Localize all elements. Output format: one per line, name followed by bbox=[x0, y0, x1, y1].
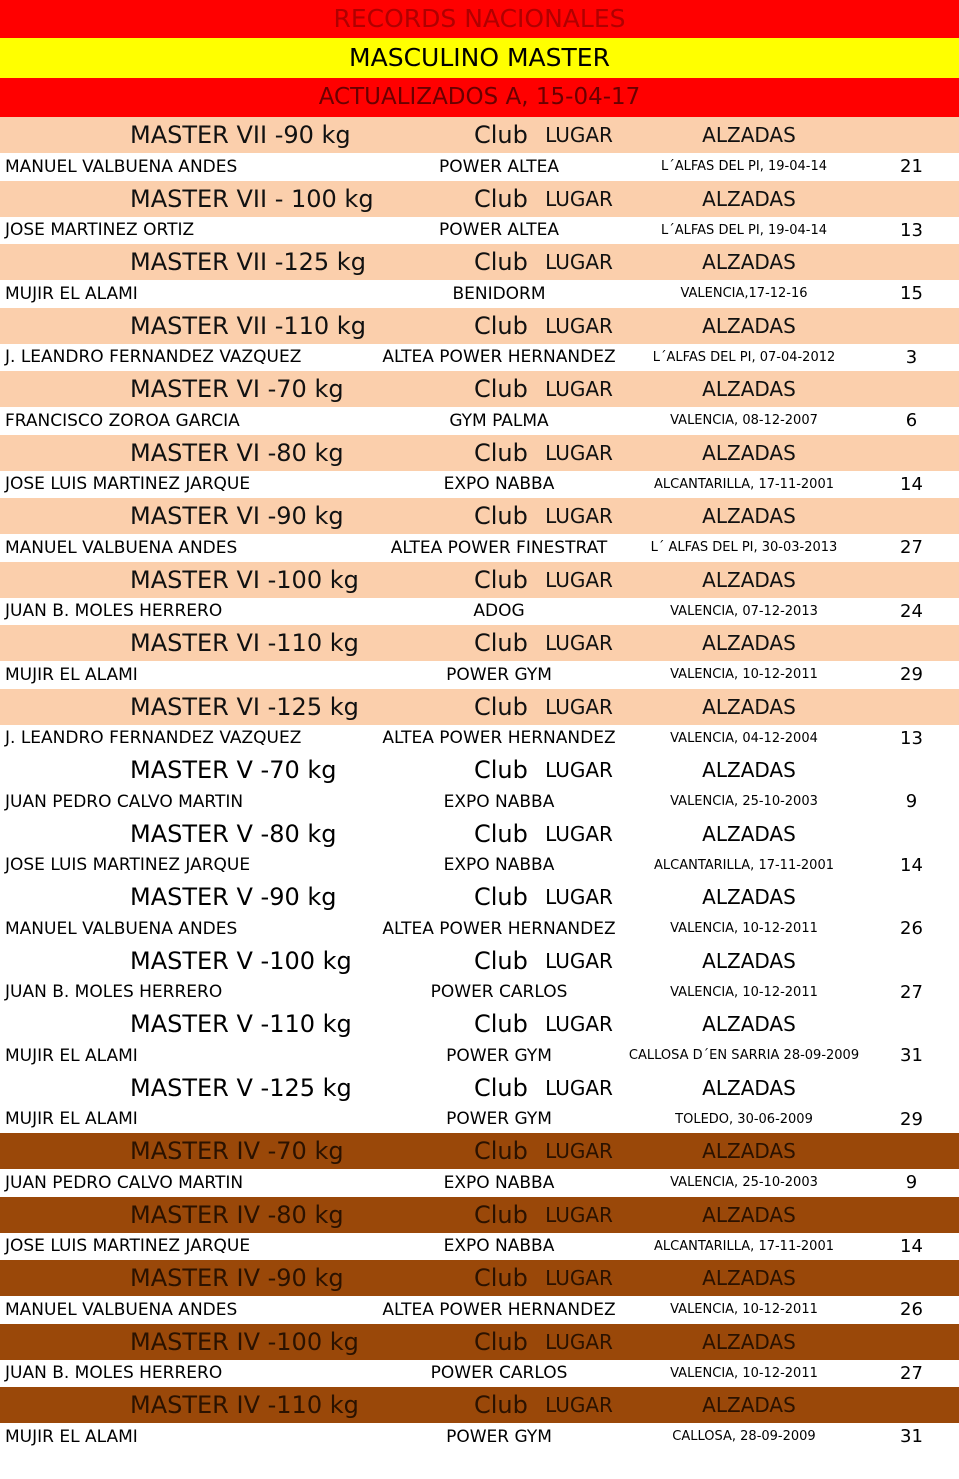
club-column-label: Club bbox=[474, 756, 528, 784]
lifts-count: 21 bbox=[900, 156, 923, 178]
category-label: MASTER VII -90 kg bbox=[130, 121, 351, 149]
lugar-column-label: LUGAR bbox=[545, 948, 613, 973]
place-date: CALLOSA, 28-09-2009 bbox=[672, 1429, 816, 1445]
category-header-row bbox=[0, 1324, 959, 1360]
alzadas-column-label: ALZADAS bbox=[702, 1075, 796, 1100]
club-column-label: Club bbox=[474, 1200, 528, 1229]
lugar-column-label: LUGAR bbox=[545, 440, 613, 465]
club-name: POWER GYM bbox=[446, 1045, 552, 1066]
category-label: MASTER VI -70 kg bbox=[130, 375, 344, 403]
lugar-column-label: LUGAR bbox=[545, 186, 613, 211]
athlete-name: JOSE LUIS MARTINEZ JARQUE bbox=[5, 474, 251, 495]
category-label: MASTER VI -110 kg bbox=[130, 629, 359, 657]
record-row bbox=[0, 725, 959, 753]
place-date: VALENCIA, 10-12-2011 bbox=[670, 1365, 818, 1381]
record-row bbox=[0, 280, 959, 308]
place-date: L´ALFAS DEL PI, 19-04-14 bbox=[661, 222, 827, 238]
records-table bbox=[0, 117, 959, 1451]
category-label: MASTER VI -100 kg bbox=[130, 565, 359, 594]
lifts-count: 26 bbox=[900, 918, 923, 940]
lifts-count: 29 bbox=[900, 1108, 923, 1130]
record-row bbox=[0, 407, 959, 435]
record-row bbox=[0, 852, 959, 880]
alzadas-column-label: ALZADAS bbox=[702, 567, 796, 592]
lugar-column-label: LUGAR bbox=[545, 250, 613, 274]
category-header-row bbox=[0, 244, 959, 280]
club-name: EXPO NABBA bbox=[443, 855, 555, 876]
lugar-column-label: LUGAR bbox=[545, 567, 613, 592]
place-date: VALENCIA, 10-12-2011 bbox=[670, 667, 818, 683]
alzadas-column-label: ALZADAS bbox=[702, 1139, 796, 1163]
place-date: VALENCIA, 25-10-2003 bbox=[670, 1175, 818, 1191]
lugar-column-label: LUGAR bbox=[545, 631, 613, 655]
athlete-name: MUJIR EL ALAMI bbox=[5, 1109, 138, 1130]
alzadas-column-label: ALZADAS bbox=[702, 1012, 796, 1036]
alzadas-column-label: ALZADAS bbox=[702, 250, 796, 274]
alzadas-column-label: ALZADAS bbox=[702, 123, 796, 147]
category-header-row bbox=[0, 752, 959, 788]
club-name: POWER ALTEA bbox=[439, 220, 559, 241]
lugar-column-label: LUGAR bbox=[545, 1012, 613, 1036]
athlete-name: JUAN B. MOLES HERRERO bbox=[5, 982, 223, 1003]
category-header-row bbox=[0, 816, 959, 852]
club-name: POWER GYM bbox=[446, 664, 552, 685]
lugar-column-label: LUGAR bbox=[545, 504, 613, 528]
athlete-name: JOSE LUIS MARTINEZ JARQUE bbox=[5, 1236, 251, 1257]
club-column-label: Club bbox=[474, 883, 528, 911]
club-column-label: Club bbox=[474, 565, 528, 594]
place-date: L´ALFAS DEL PI, 07-04-2012 bbox=[652, 349, 836, 365]
alzadas-column-label: ALZADAS bbox=[702, 631, 796, 655]
category-label: MASTER IV -70 kg bbox=[130, 1137, 344, 1165]
place-date: ALCANTARILLA, 17-11-2001 bbox=[653, 476, 834, 492]
lifts-count: 31 bbox=[900, 1045, 923, 1067]
club-column-label: Club bbox=[474, 184, 528, 213]
category-label: MASTER IV -110 kg bbox=[130, 1391, 359, 1419]
club-name: ALTEA POWER HERNANDEZ bbox=[382, 918, 616, 939]
lugar-column-label: LUGAR bbox=[545, 377, 613, 401]
athlete-name: JOSE MARTINEZ ORTIZ bbox=[5, 220, 195, 241]
record-row bbox=[0, 1106, 959, 1134]
club-column-label: Club bbox=[474, 1264, 528, 1292]
club-column-label: Club bbox=[474, 629, 528, 657]
alzadas-column-label: ALZADAS bbox=[702, 1393, 796, 1417]
category-label: MASTER VI -125 kg bbox=[130, 692, 359, 721]
lugar-column-label: LUGAR bbox=[545, 694, 613, 719]
place-date: VALENCIA, 25-10-2003 bbox=[670, 794, 818, 810]
lugar-column-label: LUGAR bbox=[545, 1393, 613, 1417]
category-label: MASTER V -80 kg bbox=[130, 819, 337, 848]
club-column-label: Club bbox=[474, 946, 528, 975]
lifts-count: 14 bbox=[900, 854, 923, 876]
place-date: L´ ALFAS DEL PI, 30-03-2013 bbox=[650, 540, 838, 556]
category-header-row bbox=[0, 1197, 959, 1233]
category-header-row bbox=[0, 117, 959, 153]
place-date: VALENCIA,17-12-16 bbox=[680, 286, 808, 302]
record-row bbox=[0, 598, 959, 626]
place-date: L´ALFAS DEL PI, 19-04-14 bbox=[661, 159, 827, 175]
lugar-column-label: LUGAR bbox=[545, 885, 613, 909]
lifts-count: 6 bbox=[905, 410, 918, 432]
club-name: POWER ALTEA bbox=[439, 156, 559, 177]
category-header-row bbox=[0, 1260, 959, 1296]
category-header-row bbox=[0, 308, 959, 344]
place-date: CALLOSA D´EN SARRIA 28-09-2009 bbox=[628, 1048, 860, 1064]
club-column-label: Club bbox=[474, 375, 528, 403]
lugar-column-label: LUGAR bbox=[545, 1329, 613, 1354]
record-row bbox=[0, 1360, 959, 1388]
lifts-count: 27 bbox=[900, 981, 923, 1003]
club-column-label: Club bbox=[474, 311, 528, 340]
lugar-column-label: LUGAR bbox=[545, 1202, 613, 1227]
club-name: ALTEA POWER HERNANDEZ bbox=[382, 1299, 616, 1320]
category-label: MASTER VII -125 kg bbox=[130, 248, 366, 276]
club-column-label: Club bbox=[474, 248, 528, 276]
club-name: BENIDORM bbox=[452, 283, 546, 304]
record-row bbox=[0, 153, 959, 181]
lugar-column-label: LUGAR bbox=[545, 313, 613, 338]
category-header-row bbox=[0, 943, 959, 979]
club-name: EXPO NABBA bbox=[443, 1172, 555, 1193]
club-column-label: Club bbox=[474, 121, 528, 149]
alzadas-column-label: ALZADAS bbox=[702, 821, 796, 846]
club-name: POWER CARLOS bbox=[430, 1363, 568, 1384]
record-row bbox=[0, 915, 959, 943]
lifts-count: 3 bbox=[905, 346, 918, 368]
athlete-name: MANUEL VALBUENA ANDES bbox=[5, 1299, 238, 1320]
club-column-label: Club bbox=[474, 1327, 528, 1356]
club-name: GYM PALMA bbox=[449, 410, 549, 431]
place-date: TOLEDO, 30-06-2009 bbox=[675, 1111, 813, 1127]
update-date: ACTUALIZADOS A, 15-04-17 bbox=[0, 78, 959, 117]
athlete-name: MUJIR EL ALAMI bbox=[5, 1426, 138, 1447]
lifts-count: 13 bbox=[900, 219, 923, 241]
alzadas-column-label: ALZADAS bbox=[702, 694, 796, 719]
record-row bbox=[0, 979, 959, 1007]
record-row bbox=[0, 534, 959, 562]
athlete-name: JUAN PEDRO CALVO MARTIN bbox=[5, 791, 244, 812]
place-date: ALCANTARILLA, 17-11-2001 bbox=[653, 1238, 834, 1254]
alzadas-column-label: ALZADAS bbox=[702, 1202, 796, 1227]
category-header-row bbox=[0, 879, 959, 915]
lifts-count: 14 bbox=[900, 1235, 923, 1257]
lifts-count: 29 bbox=[900, 664, 923, 686]
place-date: ALCANTARILLA, 17-11-2001 bbox=[653, 857, 834, 873]
category-label: MASTER V -125 kg bbox=[130, 1073, 352, 1102]
alzadas-column-label: ALZADAS bbox=[702, 885, 796, 909]
alzadas-column-label: ALZADAS bbox=[702, 186, 796, 211]
club-column-label: Club bbox=[474, 1391, 528, 1419]
category-header-row bbox=[0, 562, 959, 598]
club-name: EXPO NABBA bbox=[443, 1236, 555, 1257]
club-name: ALTEA POWER FINESTRAT bbox=[390, 537, 608, 558]
lugar-column-label: LUGAR bbox=[545, 758, 613, 782]
place-date: VALENCIA, 10-12-2011 bbox=[670, 1302, 818, 1318]
category-label: MASTER V -90 kg bbox=[130, 883, 337, 911]
category-label: MASTER IV -80 kg bbox=[130, 1200, 344, 1229]
record-row bbox=[0, 344, 959, 372]
category-label: MASTER IV -100 kg bbox=[130, 1327, 359, 1356]
club-column-label: Club bbox=[474, 1137, 528, 1165]
athlete-name: MUJIR EL ALAMI bbox=[5, 1045, 138, 1066]
club-name: EXPO NABBA bbox=[443, 474, 555, 495]
record-row bbox=[0, 1233, 959, 1261]
category-header-row bbox=[0, 1070, 959, 1106]
lifts-count: 9 bbox=[905, 1172, 918, 1194]
record-row bbox=[0, 1296, 959, 1324]
club-column-label: Club bbox=[474, 692, 528, 721]
athlete-name: FRANCISCO ZOROA GARCIA bbox=[5, 410, 240, 431]
category-header-row bbox=[0, 498, 959, 534]
record-row bbox=[0, 1169, 959, 1197]
club-column-label: Club bbox=[474, 819, 528, 848]
athlete-name: MANUEL VALBUENA ANDES bbox=[5, 156, 238, 177]
place-date: VALENCIA, 08-12-2007 bbox=[670, 413, 818, 429]
category-header-row bbox=[0, 1387, 959, 1423]
record-row bbox=[0, 661, 959, 689]
lugar-column-label: LUGAR bbox=[545, 821, 613, 846]
lugar-column-label: LUGAR bbox=[545, 1139, 613, 1163]
page-subtitle: MASCULINO MASTER bbox=[0, 38, 959, 78]
club-column-label: Club bbox=[474, 1073, 528, 1102]
category-header-row bbox=[0, 371, 959, 407]
category-header-row bbox=[0, 181, 959, 217]
category-header-row bbox=[0, 1006, 959, 1042]
record-row bbox=[0, 471, 959, 499]
alzadas-column-label: ALZADAS bbox=[702, 1329, 796, 1354]
lifts-count: 27 bbox=[900, 1362, 923, 1384]
alzadas-column-label: ALZADAS bbox=[702, 504, 796, 528]
category-label: MASTER V -100 kg bbox=[130, 946, 352, 975]
alzadas-column-label: ALZADAS bbox=[702, 758, 796, 782]
lifts-count: 15 bbox=[900, 283, 923, 305]
lifts-count: 31 bbox=[900, 1426, 923, 1448]
category-header-row bbox=[0, 435, 959, 471]
athlete-name: JUAN B. MOLES HERRERO bbox=[5, 1363, 223, 1384]
alzadas-column-label: ALZADAS bbox=[702, 377, 796, 401]
alzadas-column-label: ALZADAS bbox=[702, 1266, 796, 1290]
club-name: POWER CARLOS bbox=[430, 982, 568, 1003]
club-column-label: Club bbox=[474, 438, 528, 467]
record-row bbox=[0, 788, 959, 816]
club-name: POWER GYM bbox=[446, 1109, 552, 1130]
athlete-name: MUJIR EL ALAMI bbox=[5, 664, 138, 685]
place-date: VALENCIA, 07-12-2013 bbox=[670, 603, 818, 619]
athlete-name: J. LEANDRO FERNANDEZ VAZQUEZ bbox=[5, 728, 302, 749]
lugar-column-label: LUGAR bbox=[545, 1266, 613, 1290]
club-column-label: Club bbox=[474, 1010, 528, 1038]
club-name: ADOG bbox=[473, 601, 525, 622]
athlete-name: JUAN B. MOLES HERRERO bbox=[5, 601, 223, 622]
lifts-count: 9 bbox=[905, 791, 918, 813]
athlete-name: J. LEANDRO FERNANDEZ VAZQUEZ bbox=[5, 347, 302, 368]
club-column-label: Club bbox=[474, 502, 528, 530]
place-date: VALENCIA, 04-12-2004 bbox=[670, 730, 818, 746]
lifts-count: 27 bbox=[900, 537, 923, 559]
page-title: RECORDS NACIONALES bbox=[0, 0, 959, 38]
record-row bbox=[0, 217, 959, 245]
alzadas-column-label: ALZADAS bbox=[702, 313, 796, 338]
category-header-row bbox=[0, 689, 959, 725]
category-label: MASTER V -110 kg bbox=[130, 1010, 352, 1038]
alzadas-column-label: ALZADAS bbox=[702, 440, 796, 465]
club-name: ALTEA POWER HERNANDEZ bbox=[382, 728, 616, 749]
place-date: VALENCIA, 10-12-2011 bbox=[670, 921, 818, 937]
lifts-count: 14 bbox=[900, 473, 923, 495]
category-label: MASTER VII - 100 kg bbox=[130, 184, 374, 213]
category-label: MASTER V -70 kg bbox=[130, 756, 337, 784]
lifts-count: 26 bbox=[900, 1299, 923, 1321]
athlete-name: MUJIR EL ALAMI bbox=[5, 283, 138, 304]
record-row bbox=[0, 1042, 959, 1070]
place-date: VALENCIA, 10-12-2011 bbox=[670, 984, 818, 1000]
category-label: MASTER VI -90 kg bbox=[130, 502, 344, 530]
athlete-name: JOSE LUIS MARTINEZ JARQUE bbox=[5, 855, 251, 876]
record-row bbox=[0, 1423, 959, 1451]
lugar-column-label: LUGAR bbox=[545, 123, 613, 147]
category-header-row bbox=[0, 1133, 959, 1169]
athlete-name: MANUEL VALBUENA ANDES bbox=[5, 537, 238, 558]
lifts-count: 13 bbox=[900, 727, 923, 749]
category-label: MASTER VII -110 kg bbox=[130, 311, 366, 340]
athlete-name: MANUEL VALBUENA ANDES bbox=[5, 918, 238, 939]
club-name: POWER GYM bbox=[446, 1426, 552, 1447]
category-label: MASTER VI -80 kg bbox=[130, 438, 344, 467]
alzadas-column-label: ALZADAS bbox=[702, 948, 796, 973]
lifts-count: 24 bbox=[900, 600, 923, 622]
athlete-name: JUAN PEDRO CALVO MARTIN bbox=[5, 1172, 244, 1193]
club-name: EXPO NABBA bbox=[443, 791, 555, 812]
category-label: MASTER IV -90 kg bbox=[130, 1264, 344, 1292]
club-name: ALTEA POWER HERNANDEZ bbox=[382, 347, 616, 368]
category-header-row bbox=[0, 625, 959, 661]
lugar-column-label: LUGAR bbox=[545, 1075, 613, 1100]
